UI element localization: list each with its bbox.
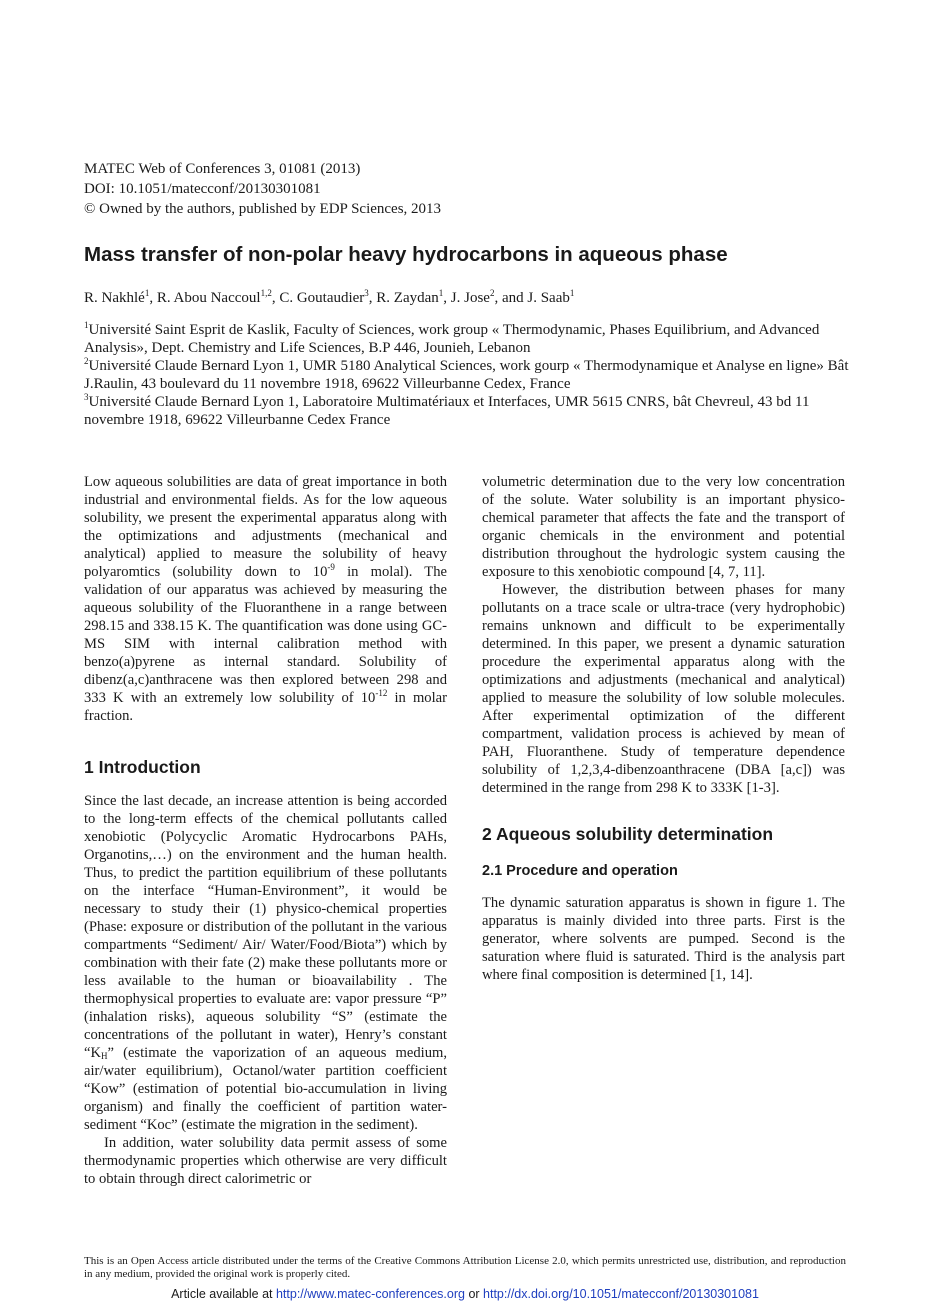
body-paragraph: However, the distribution between phases for many pollutants on a trace scale or ultra-trace (very hydrophobic) remains unknown and difficult to be experimentally determined. In this paper, we present a dynamic saturation procedure the experimental apparatus along with the optimizations and adjustments (mechanical and analytical) applied to measure the solubility of low soluble molecules. After experimental optimization of the different compartment, validation process is achieved by mean of PAH, Fluoranthene. Study of temperature dependence solubility of 1,2,3,4-dibenzoanthracene (DBA [a,c]) was determined in the range from 298 K to 333K [1-3]. xyxy=(482,582,845,796)
body-text: ” (estimate the vaporization of an aqueous medium, air/water equilibrium), Octanol/water partition coefficient “Kow” (estimation of potential bio-accumulation in living organism) and finally the coefficient of partition water-sediment “Koc” (estimate the migration in the sediment). xyxy=(84,1045,447,1133)
author-affil-sup: 1 xyxy=(438,288,444,298)
body-paragraph: The dynamic saturation apparatus is shown in figure 1. The apparatus is mainly divided into three parts. First is the generator, where solvents are pumped. Second is the saturation where fluid is saturated. Third is the analysis part where final composition is determined [1, 14]. xyxy=(482,895,845,983)
author-list xyxy=(84,290,574,307)
subscript: H xyxy=(101,1051,108,1061)
affiliation xyxy=(84,321,859,357)
author-name: R. Abou Naccoul xyxy=(156,290,261,306)
abstract-text: in molar fraction. xyxy=(84,690,447,724)
affiliation xyxy=(84,393,859,429)
paper-title: Mass transfer of non-polar heavy hydrocarbons in aqueous phase xyxy=(84,243,728,266)
body-paragraph: In addition, water solubility data permit assess of some thermodynamic properties which otherwise are very difficult to obtain through direct calorimetric or xyxy=(84,1135,447,1187)
author-name: R. Zaydan xyxy=(376,290,439,306)
affiliation-list xyxy=(84,321,859,429)
affiliation-text: Université Claude Bernard Lyon 1, UMR 5180 Analytical Sciences, work gourp « Thermodynamique et Analyse en ligne» Bât J.Raulin, 43 boulevard du 11 novembre 1918, 69622 Villeurbanne Cedex, France xyxy=(84,358,849,392)
body-text: Since the last decade, an increase attention is being accorded to the long-term effects of the chemical pollutants called xenobiotic (Polycyclic Aromatic Hydrocarbons PAHs, Organotins,…) on the environment and the human health. Thus, to predict the partition equilibrium of these pollutants on the interface “Human-Environment”, it would be necessary to study their (1) physico-chemical properties (Phase: exposure or distribution of the pollutant in the various compartments “Sediment/ Air/ Water/Food/Biota”) which by combination with their fate (2) make these pollutants more or less available to the human or bioavailability . The thermophysical properties to evaluate are: vapor pressure “P” (inhalation risks), aqueous solubility “S” (estimate the concentrations of the pollutant in water), Henry’s constant “K xyxy=(84,793,447,1061)
author-name: R. Nakhlé xyxy=(84,290,145,306)
availability-line xyxy=(0,1287,930,1301)
journal-header xyxy=(84,159,441,219)
author-affil-sup: 1 xyxy=(569,288,575,298)
author-separator: , xyxy=(149,290,157,306)
doi-link[interactable]: http://dx.doi.org/10.1051/matecconf/20130301081 xyxy=(483,1287,759,1301)
matec-website-link[interactable]: http://www.matec-conferences.org xyxy=(275,1287,465,1301)
abstract-text: Low aqueous solubilities are data of great importance in both industrial and environmental fields. As for the low aqueous solubility, we present the experimental apparatus along with the optimizations and adjustments (mechanical and analytical) applied to measure the solubility of heavy polyaromtics (solubility down to 10 xyxy=(84,474,447,580)
author-name: J. Jose xyxy=(450,290,490,306)
affiliation-number: 1 xyxy=(84,320,89,330)
affiliation-text: Université Claude Bernard Lyon 1, Laboratoire Multimatériaux et Interfaces, UMR 5615 CNRS, bât Chevreul, 43 bd 11 novembre 1918, 69622 Villeurbanne Cedex France xyxy=(84,394,810,428)
author-affil-sup: 1,2 xyxy=(260,288,272,298)
exponent: -12 xyxy=(375,688,388,698)
section-heading-introduction: 1 Introduction xyxy=(84,757,201,777)
subsection-heading-procedure: 2.1 Procedure and operation xyxy=(482,863,678,879)
license-footnote: This is an Open Access article distributed under the terms of the Creative Commons Attribution License 2.0, which permits unrestricted use, distribution, and reproduction in any medium, provided the original work is properly cited. xyxy=(84,1255,846,1280)
author-affil-sup: 3 xyxy=(364,288,369,298)
abstract-paragraph xyxy=(84,473,447,725)
author-separator: , and xyxy=(494,290,528,306)
journal-citation: MATEC Web of Conferences 3, 01081 (2013) xyxy=(84,161,361,177)
availability-or: or xyxy=(464,1287,484,1301)
abstract-text: in molal). The validation of our apparatus was achieved by measuring the aqueous solubility of the Fluoranthene in a range between 298.15 and 338.15 K. The quantification was done using GC-MS SIM with internal calibration method with benzo(a)pyrene as internal standard. Solubility of dibenz(a,c)anthracene was then explored between 298 and 333 K with an extremely low solubility of 10 xyxy=(84,564,447,706)
author-separator: , xyxy=(271,290,280,306)
section-heading-aqueous-solubility: 2 Aqueous solubility determination xyxy=(482,824,774,844)
body-paragraph: volumetric determination due to the very low concentration of the solute. Water solubility is an important physico-chemical parameter that affects the fate and the transport of organic chemicals in the environment and potential distribution throughout the hydrologic system causing the exposure to this xenobiotic compound [4, 7, 11]. xyxy=(482,474,845,580)
copyright-line: © Owned by the authors, published by EDP Sciences, 2013 xyxy=(84,201,442,217)
exponent: -9 xyxy=(327,562,335,572)
author-separator: , xyxy=(368,290,377,306)
affiliation-number: 2 xyxy=(84,356,89,366)
right-column xyxy=(482,473,845,984)
author-name: J. Saab xyxy=(527,290,570,306)
author-separator: , xyxy=(443,290,451,306)
body-paragraph xyxy=(84,792,447,1134)
author-name: C. Goutaudier xyxy=(279,290,365,306)
affiliation-number: 3 xyxy=(84,392,89,402)
author-affil-sup: 1 xyxy=(144,288,150,298)
affiliation xyxy=(84,357,859,393)
availability-prefix: Article available at xyxy=(171,1287,276,1301)
affiliation-text: Université Saint Esprit de Kaslik, Faculty of Sciences, work group « Thermodynamic, Phases Equilibrium, and Advanced Analysis», Dept. Chemistry and Life Sciences, B.P 446, Jounieh, Lebanon xyxy=(84,322,820,356)
left-column xyxy=(84,473,447,1188)
author-affil-sup: 2 xyxy=(489,288,495,298)
doi-line: DOI: 10.1051/matecconf/20130301081 xyxy=(84,181,321,197)
